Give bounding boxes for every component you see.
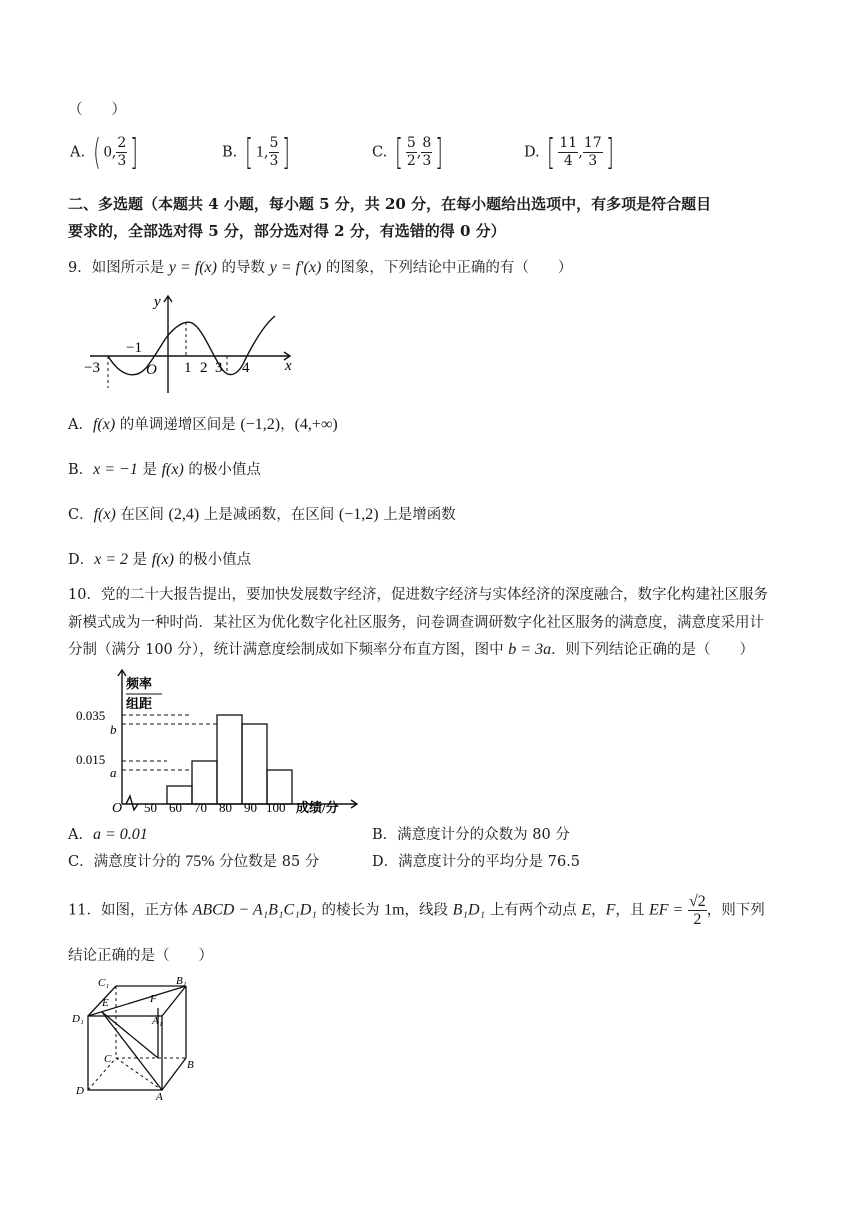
- histogram-bar: [192, 761, 217, 804]
- fraction: $\frac{8}{3}$: [422, 135, 432, 169]
- math: y = f(x): [168, 259, 217, 276]
- q8-paren: （ ）: [68, 102, 126, 118]
- hist-x-tick: 50: [144, 800, 157, 815]
- hist-x-tick: 80: [219, 800, 232, 815]
- label-b1: B₁: [176, 975, 187, 987]
- q9-stem: 9．如图所示是 y = f(x) 的导数 y = f′(x) 的图象，下列结论中正确的有（ ）: [68, 259, 573, 276]
- q9-option-c: C．f(x) 在区间 (2,4) 上是减函数，在区间 (−1,2) 上是增函数: [68, 506, 456, 523]
- q9-option-b: B．x = −1 是 f(x) 的极小值点: [68, 461, 261, 478]
- hist-y-tick-a: a: [110, 765, 117, 780]
- cube-diagonal: [102, 1012, 158, 1058]
- label-c1: C₁: [98, 977, 110, 989]
- hist-x-tick: 70: [194, 800, 207, 815]
- fraction: $\frac{√2}{2}$: [688, 893, 706, 928]
- histogram-bar: [217, 715, 242, 804]
- q9-option-a: A．f(x) 的单调递增区间是 (−1,2)，(4,+∞): [68, 416, 338, 433]
- math: y = f′(x): [269, 259, 322, 276]
- label-f: F: [150, 993, 157, 1005]
- label-c: C: [104, 1053, 112, 1065]
- derivative-graph: [80, 288, 300, 400]
- fraction: $\frac{5}{2}$: [406, 135, 416, 169]
- math: b = 3a: [508, 641, 552, 658]
- graph-origin-label: O: [146, 362, 157, 378]
- q8-option-d: D. [ $\frac{11}{4}$ , $\frac{17}{3}$ ]: [524, 132, 614, 173]
- graph-tick-label: 2: [200, 360, 208, 376]
- hist-x-tick: 100: [266, 800, 286, 815]
- option-label: A.: [70, 144, 86, 161]
- graph-tick-label: −1: [126, 340, 142, 356]
- option-label: C.: [372, 144, 388, 161]
- label-a: A: [156, 1091, 163, 1102]
- q9-option-d: D．x = 2 是 f(x) 的极小值点: [68, 551, 252, 568]
- q10-line1: 10．党的二十大报告提出，要加快发展数字经济，促进数字经济与实体经济的深度融合，数字化构建社区服务: [68, 587, 768, 603]
- bracket: ]: [282, 132, 291, 173]
- q11-line2: 结论正确的是（ ）: [68, 948, 213, 964]
- hist-y-tick-0015: 0.015: [76, 752, 106, 767]
- bracket: ]: [435, 132, 444, 173]
- hist-xlabel: 成绩/分: [296, 800, 339, 815]
- bracket: ]: [605, 132, 614, 173]
- label-d1: D₁: [72, 1013, 84, 1025]
- graph-tick-label: −3: [84, 360, 100, 376]
- q10-option-a: A．a = 0.01: [68, 826, 148, 843]
- label-e: E: [102, 997, 109, 1009]
- bracket: (: [92, 132, 101, 173]
- bracket: [: [245, 132, 253, 173]
- histogram-bar: [267, 770, 292, 804]
- graph-tick-label: 4: [242, 360, 250, 376]
- graph-tick-label: 3: [215, 360, 223, 376]
- fraction: $\frac{5}{3}$: [269, 135, 279, 169]
- option-label: B.: [222, 144, 238, 161]
- cube-edge: [162, 986, 186, 1016]
- hist-y-tick-b: b: [110, 722, 117, 737]
- label-d: D: [76, 1085, 84, 1097]
- hist-x-tick: 60: [169, 800, 182, 815]
- hist-origin: O: [112, 801, 123, 816]
- graph-y-label: y: [154, 294, 161, 310]
- bracket: [: [547, 132, 556, 173]
- q8-option-b: B. [ 1, $\frac{5}{3}$ ]: [222, 132, 291, 173]
- q10-option-c: C．满意度计分的 75% 分位数是 85 分: [68, 853, 320, 870]
- fraction: $\frac{17}{3}$: [583, 135, 602, 169]
- q10-option-b: B．满意度计分的众数为 80 分: [372, 827, 570, 843]
- hist-y-tick-0035: 0.035: [76, 708, 106, 723]
- hidden-edge: [116, 1058, 162, 1090]
- section-heading-line2: 要求的，全部选对得 5 分，部分选对得 2 分，有选错的得 0 分）: [68, 222, 506, 240]
- graph-x-label: x: [285, 358, 292, 374]
- bracket: ]: [130, 132, 139, 173]
- hidden-edge: [88, 1058, 116, 1090]
- histogram: [72, 664, 372, 816]
- histogram-bar: [242, 724, 267, 804]
- q10-line3: 分制（满分 100 分），统计满意度绘制成如下频率分布直方图，图中 b = 3a．则下列结论正确的是（ ）: [68, 641, 755, 658]
- math: 0: [103, 143, 112, 161]
- cube-edge: [162, 1058, 186, 1090]
- axis-break-mark: [126, 796, 138, 810]
- math: 1: [255, 143, 264, 161]
- label-b: B: [187, 1059, 194, 1071]
- q10-option-d: D．满意度计分的平均分是 76.5: [372, 854, 581, 870]
- bracket: [: [394, 132, 403, 173]
- q8-option-c: C. [ $\frac{5}{2}$ , $\frac{8}{3}$ ]: [372, 132, 444, 173]
- option-label: D.: [524, 144, 540, 161]
- fraction: $\frac{2}{3}$: [117, 135, 127, 169]
- q11-stem: 11．如图，正方体 ABCD − A₁B₁C₁D₁ 的棱长为 1m，线段 B₁D₁ 上有两个动点 E，F，且 EF = $\frac{√2}{2}$ ，则下列: [68, 893, 765, 928]
- hist-x-tick: 90: [244, 800, 257, 815]
- cube-figure: [68, 974, 198, 1102]
- label-a1: A₁: [152, 1015, 163, 1027]
- fraction: $\frac{11}{4}$: [559, 135, 578, 169]
- q10-line2: 新模式成为一种时尚．某社区为优化数字化社区服务，问卷调查调研数字化社区服务的满意度，满意度采用计: [68, 615, 764, 631]
- hist-ylabel-bottom: 组距: [126, 696, 153, 711]
- graph-tick-label: 1: [184, 360, 192, 376]
- section-heading-line1: 二、多选题（本题共 4 小题，每小题 5 分，共 20 分，在每小题给出选项中，有多项是符合题目: [68, 195, 712, 213]
- hist-ylabel-top: 频率: [126, 676, 153, 691]
- q8-option-a: A. ( 0, $\frac{2}{3}$ ]: [70, 132, 139, 173]
